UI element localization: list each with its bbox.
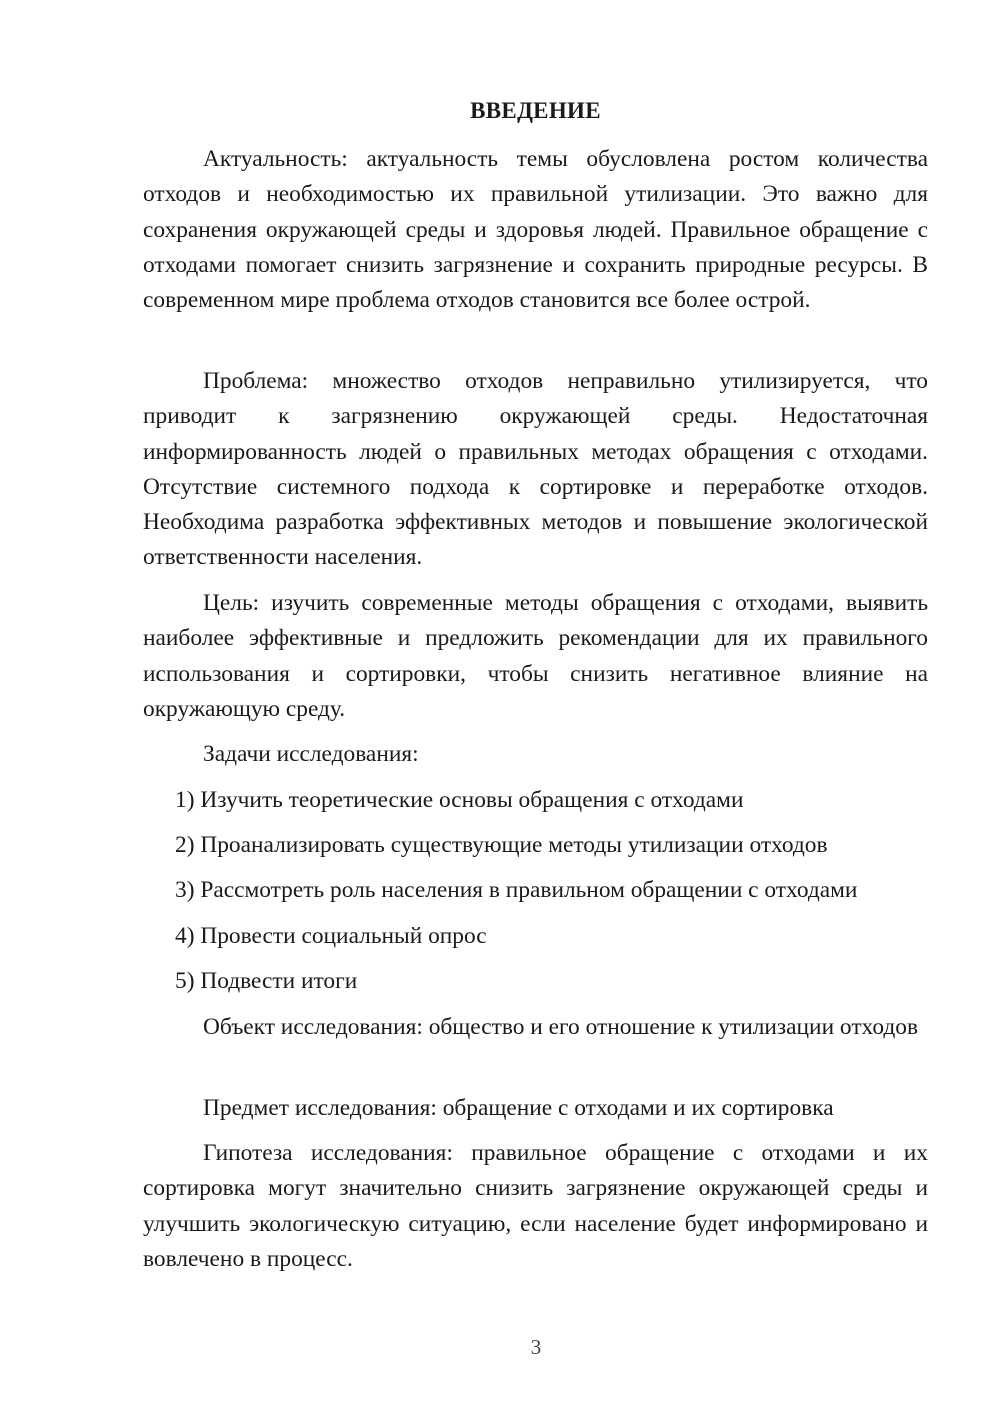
hypothesis-paragraph: Гипотеза исследования: правильное обращение с отходами и их сортировка могут значительно снизить загрязнение окружающей среды и улучшить экологическую ситуацию, если население будет информировано и вовлечено в процесс.	[143, 1140, 928, 1272]
task-item-2: 2) Проанализировать существующие методы утилизации отходов	[175, 832, 828, 858]
task-item-5: 5) Подвести итоги	[175, 968, 358, 994]
task-item-4: 4) Провести социальный опрос	[175, 923, 487, 949]
relevance-paragraph: Актуальность: актуальность темы обусловлена ростом количества отходов и необходимостью их правильной утилизации. Это важно для сохранения окружающей среды и здоровья людей. Правильное обращение с отходами помогает снизить загрязнение и сохранить природные ресурсы. В современном мире проблема отходов становится все более острой.	[143, 146, 928, 314]
goal-paragraph: Цель: изучить современные методы обращения с отходами, выявить наиболее эффективные и предложить рекомендации для их правильного использования и сортировки, чтобы снизить негативное влияние на окружающую среду.	[143, 590, 928, 722]
problem-paragraph: Проблема: множество отходов неправильно утилизируется, что приводит к загрязнению окружающей среды. Недостаточная информированность людей о правильных методах обращения с отходами. Отсутствие системного подхода к сортировке и переработке отходов. Необходима разработка эффективных методов и повышение экологической ответственности населения.	[143, 368, 928, 571]
subject-paragraph: Предмет исследования: обращение с отходами и их сортировка	[203, 1095, 834, 1121]
task-item-3: 3) Рассмотреть роль населения в правильном обращении с отходами	[175, 877, 858, 903]
page-number: 3	[530, 1335, 542, 1359]
tasks-heading: Задачи исследования:	[203, 741, 419, 767]
object-paragraph: Объект исследования: общество и его отношение к утилизации отходов	[203, 1014, 919, 1040]
task-item-1: 1) Изучить теоретические основы обращения с отходами	[175, 787, 744, 813]
page-title: ВВЕДЕНИЕ	[470, 98, 601, 123]
